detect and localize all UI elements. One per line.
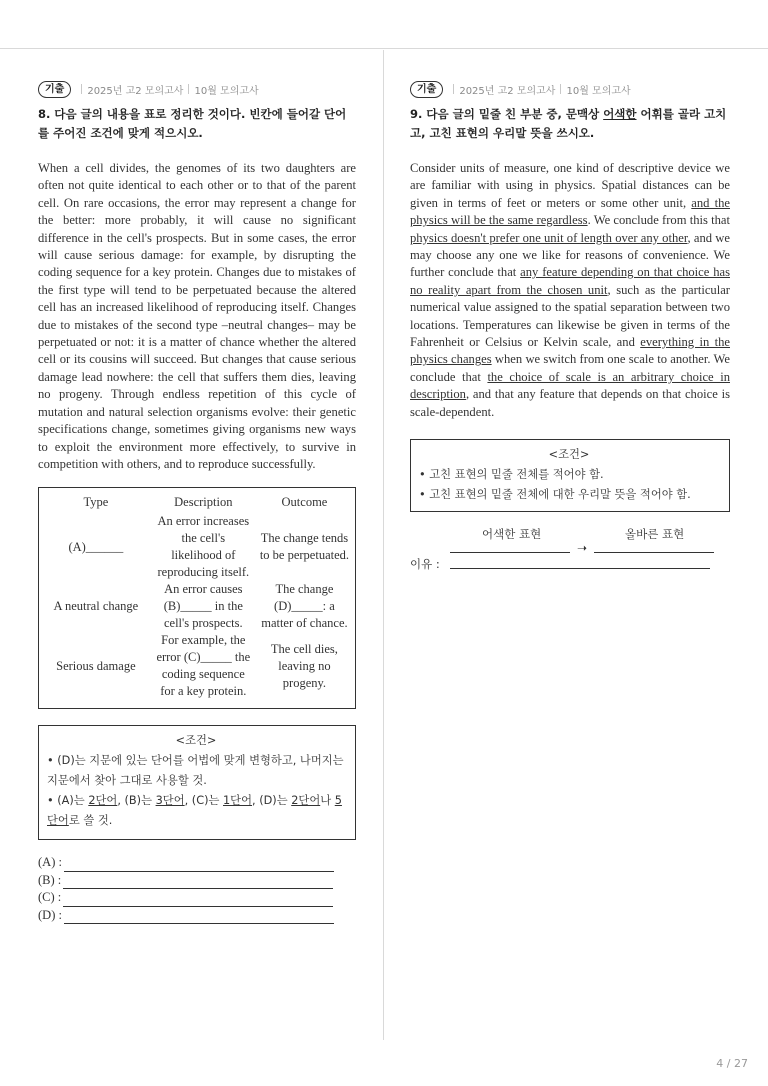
q9-tag: 기출 [410, 81, 443, 98]
table-cell: A neutral change [53, 599, 139, 614]
passage-text: Consider units of measure, one kind of descriptive device we are familiar with using in physics. Spatial distances can be given in terms of feet or meters or some other unit, [410, 161, 730, 210]
wrong-expression-line[interactable] [450, 552, 570, 553]
table-row [39, 513, 355, 581]
reason-line[interactable] [450, 568, 710, 569]
condition-item: • 고친 표현의 밑줄 전체를 적어야 함. [419, 468, 604, 482]
table-header-type: Type [83, 495, 109, 510]
q9-meta [410, 80, 730, 98]
conditions-title: <조건> [548, 448, 590, 462]
arrow-icon: ➝ [577, 541, 588, 556]
correct-expression-label: 올바른 표현 [625, 527, 685, 542]
q8-source2: 10월 모의고사 [194, 85, 259, 97]
correct-expression-line[interactable] [594, 552, 714, 553]
divider [188, 84, 189, 94]
answer-line[interactable]: (D) : [38, 907, 356, 925]
condition-item: • (A)는 2단어, (B)는 3단어, (C)는 1단어, (D)는 2단어나 5단어로 쓸 것. [47, 794, 342, 828]
q8-conditions-box [38, 725, 356, 840]
divider [453, 84, 454, 94]
divider [81, 84, 82, 94]
table-cell: Serious damage [56, 658, 136, 673]
condition-item: • 고친 표현의 밑줄 전체에 대한 우리말 뜻을 적어야 함. [419, 488, 691, 502]
table-row [39, 632, 355, 700]
q9-passage [410, 160, 730, 421]
underlined-expression: everything in the physics changes [410, 335, 730, 367]
reason-label: 이유 : [410, 557, 440, 572]
question-9 [410, 80, 730, 586]
answer-line[interactable]: (C) : [38, 889, 356, 907]
q9-title: 9. 다음 글의 밑줄 친 부분 중, 문맥상 어색한 어휘를 골라 고치고, 고친 표현의 우리말 뜻을 쓰시오. [410, 107, 727, 140]
header-rule [0, 48, 768, 49]
q8-title: 8. 다음 글의 내용을 표로 정리한 것이다. 빈칸에 들어갈 단어를 주어진 조건에 맞게 적으시오. [38, 107, 347, 140]
answer-line[interactable]: (B) : [38, 872, 356, 890]
table-header-description: Description [174, 495, 233, 510]
table-cell: The change tends to be perpetuated. [259, 531, 350, 563]
q8-answer-lines [38, 854, 356, 924]
page-number: 4 / 27 [716, 1057, 748, 1070]
q8-summary-table [38, 487, 356, 709]
table-cell: (A)______ [68, 539, 124, 554]
q8-meta [38, 80, 356, 98]
divider [560, 84, 561, 94]
column-divider [383, 50, 384, 1040]
q9-source2: 10월 모의고사 [566, 85, 631, 97]
passage-text: , and we may choose any one we like for reasons of convenience. We further conclude that [410, 230, 730, 280]
passage-text: , and that any feature that depends on that choice is scale-dependent. [410, 387, 730, 419]
condition-item: • (D)는 지문에 있는 단어를 어법에 맞게 변형하고, 나머지는 지문에서 찾아 그대로 사용할 것. [47, 754, 344, 788]
q9-answer-area [410, 526, 730, 586]
table-cell: For example, the error (C)_____ the coding sequence for a key protein. [156, 633, 251, 699]
table-row [39, 581, 355, 632]
passage-text: , such as the particular numerical value assigned to the spatial separation between two locations. Temperatures can likewise be given in terms of the Fahrenheit or Celsius or Kelvin scale, and [410, 282, 731, 350]
underlined-expression: physics doesn't prefer one unit of length over any other [410, 230, 688, 245]
table-header-outcome: Outcome [281, 495, 328, 510]
underlined-expression: and the physics will be the same regardless [410, 195, 730, 228]
table-cell: The change (D)_____: a matter of chance. [261, 582, 348, 631]
q9-source1: 2025년 고2 모의고사 [459, 85, 556, 97]
underlined-expression: any feature depending on that choice has no reality apart from the chosen unit [410, 265, 730, 297]
passage-text: when we switch from one scale to another. We conclude that [410, 352, 730, 384]
table-cell: The cell dies, leaving no progeny. [270, 641, 338, 690]
wrong-expression-label: 어색한 표현 [482, 527, 542, 542]
q8-passage: When a cell divides, the genomes of its two daughters are often not quite identical to each other or to that of the parent cell. On rare occasions, the error may represent a change for the better: more probably, it will cause no significant difference in the cell's prospects. But in some cases, the error will cause serious damage: for example, by disrupting the coding sequence for a key protein. Changes due to mistakes of the first type will tend to be perpetuated because the altered cell has an increased likelihood of reproducing itself. Changes due to mistakes of the second type –neutral changes– may be perpetuated or not: it is a matter of chance whether the altered cell or its cousins will succeed. But changes that cause serious damage lead nowhere: the cell that suffers them dies, leaving no progeny. Through endless repetition of this cycle of mutation and natural selection organisms evolve: their genetic specifications change, sometimes giving organisms new ways to exploit the environment more effectively, to survive in competition with others, and to reproduce successfully. [38, 161, 356, 471]
answer-line[interactable]: (A) : [38, 854, 356, 872]
q9-conditions-box [410, 439, 730, 512]
question-8 [38, 80, 356, 924]
passage-text: . We conclude from this that [587, 213, 730, 228]
table-cell: An error increases the cell's likelihood of reproducing itself. [157, 514, 250, 580]
table-cell: An error causes (B)_____ in the cell's prospects. [163, 582, 243, 631]
q8-tag: 기출 [38, 81, 71, 98]
underlined-expression: the choice of scale is an arbitrary choice in description [410, 369, 730, 402]
conditions-title: <조건> [175, 734, 217, 748]
q8-source1: 2025년 고2 모의고사 [87, 85, 184, 97]
